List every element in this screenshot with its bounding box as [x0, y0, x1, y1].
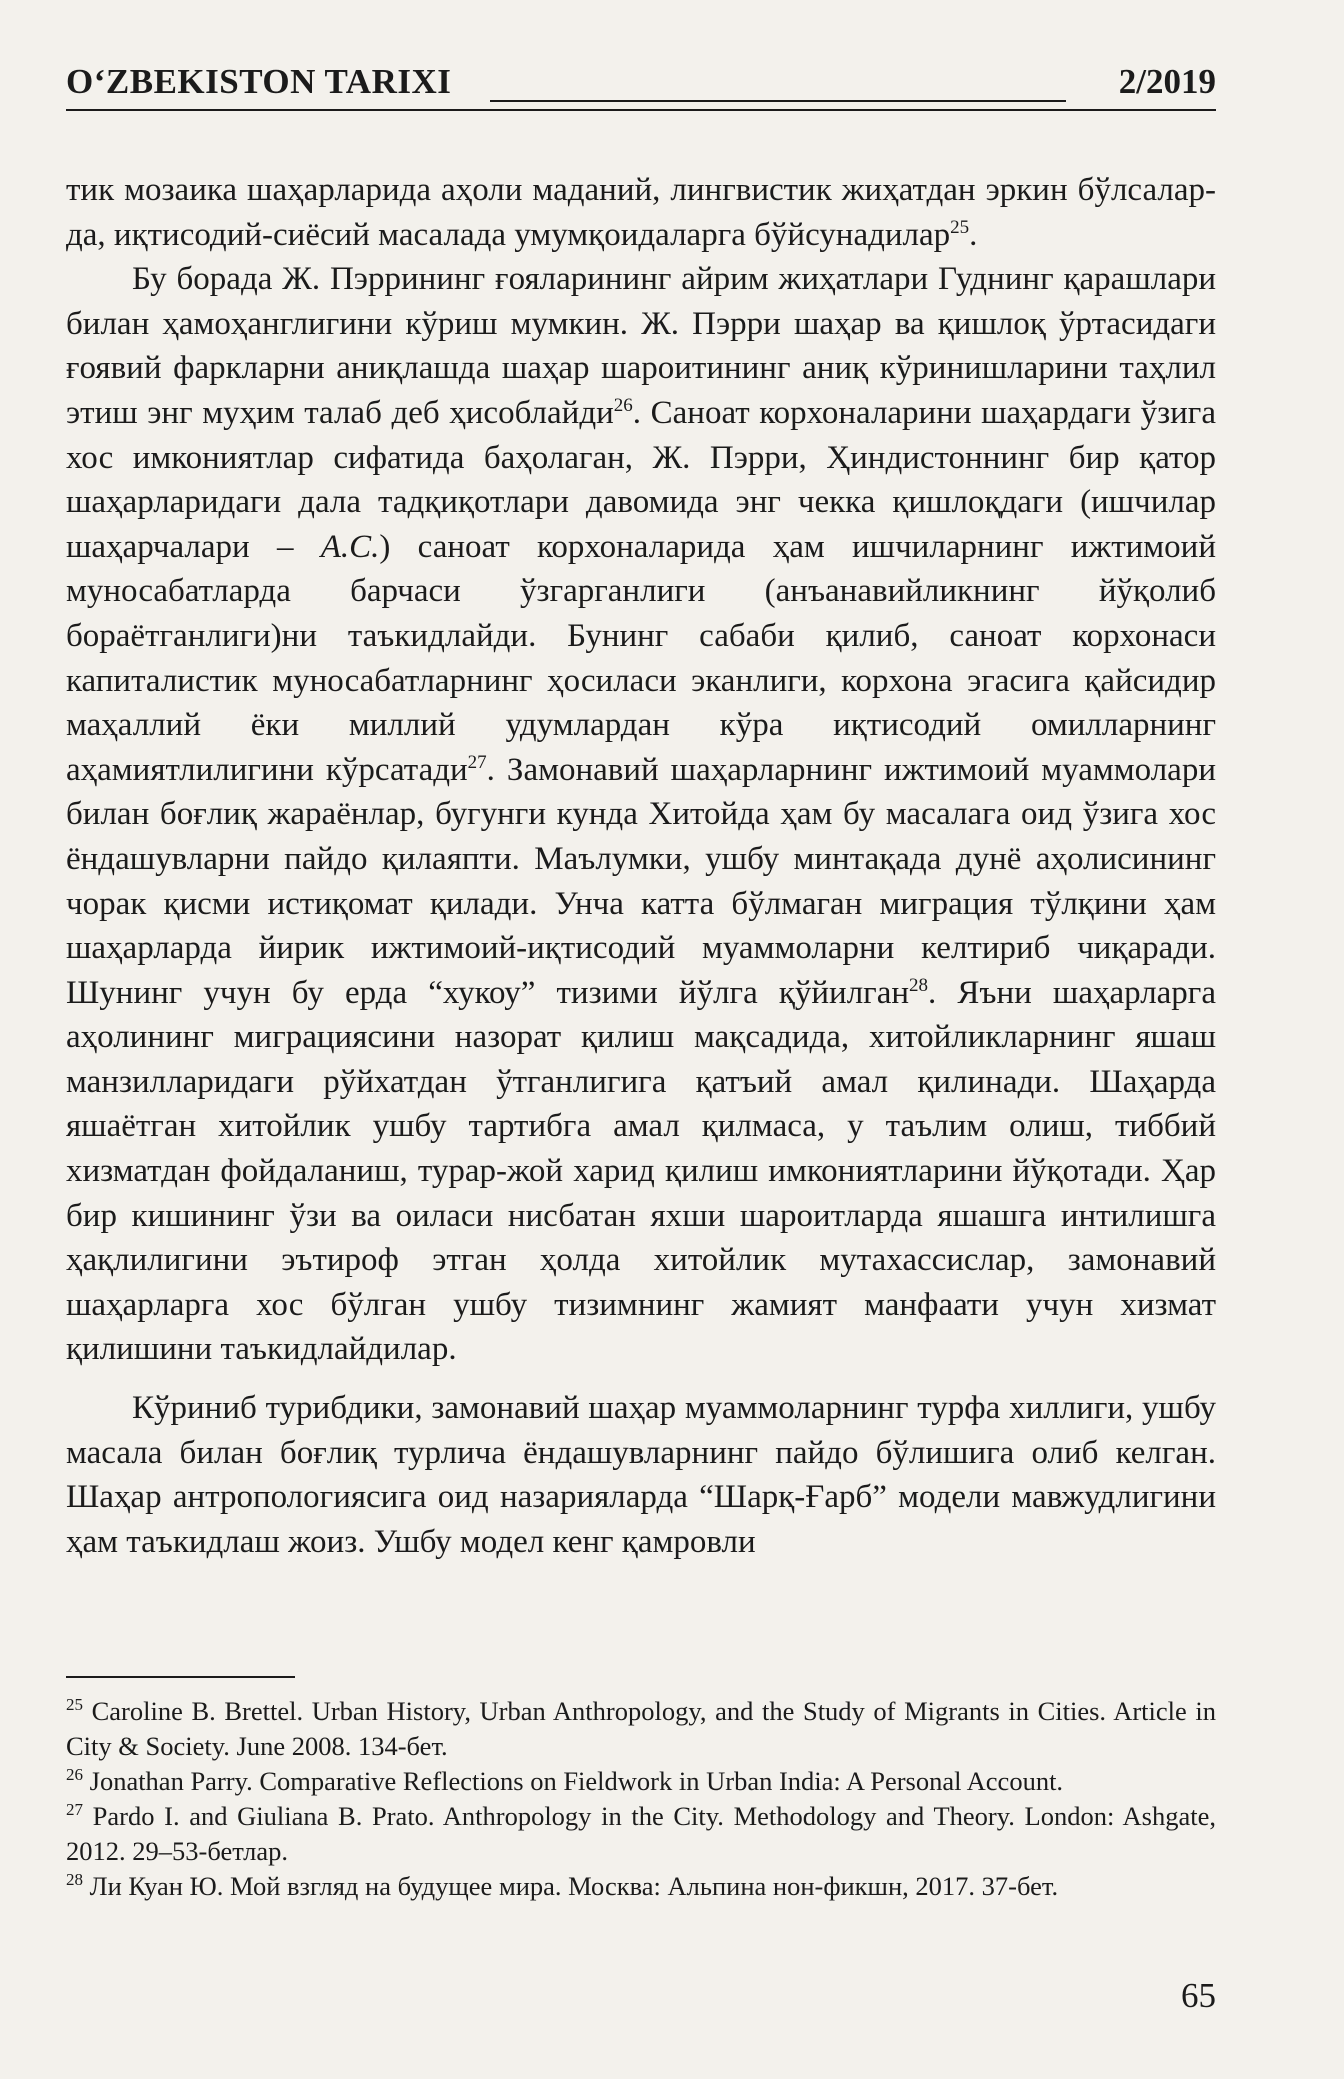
footnote-ref-27[interactable]: 27 — [467, 751, 487, 773]
paragraph-1-text: тик мозаика шаҳарларида аҳоли маданий, лингвистик жиҳатдан эркин бўлсалар-да, иқтисодий-сиёсий масалада умумқоидаларга бўйсунадилар — [66, 172, 1216, 253]
footnote-text: Caroline B. Brettel. Urban History, Urban Anthropology, and the Study of Migrants in Cities. Article in City & Society. June 2008. 134-бет. — [66, 1696, 1216, 1761]
paragraph-3 — [66, 1386, 1216, 1564]
paragraph-1 — [66, 168, 1216, 257]
paragraph-3-text: Кўриниб турибдики, замонавий шаҳар муаммоларнинг турфа хиллиги, ушбу масала билан боғлиқ турлича ёндашувларнинг пайдо бўлишига олиб келган. Шаҳар антропологиясига оид назарияларда “Шарқ-Ғарб” модели мавжудлигини ҳам таъкидлаш жоиз. Ушбу модел кенг қамровли — [66, 1390, 1216, 1560]
footnote-ref-26[interactable]: 26 — [613, 394, 633, 416]
page-number: 65 — [1181, 1976, 1216, 2015]
footnote-number: 26 — [66, 1765, 83, 1784]
footnote-number: 27 — [66, 1800, 83, 1819]
paragraph-2-text-e: . Яъни шаҳарларга аҳолининг миграциясини назорат қилиш мақсадида, хитойликларнинг яшаш манзилларидаги рўйхатдан ўтганлигига қатъий амал қилинади. Шаҳарда яшаётган хитойлик ушбу тартибга амал қилмаса, у таълим олиш, тиббий хизматдан фойдаланиш, турар-жой харид қилиш имкониятларини йўқотади. Ҳар бир кишининг ўзи ва оиласи нисбатан яхши шароитларда яшашга интилишга ҳақлилигини эътироф этган ҳолда хитойлик мутахассислар, замонавий шаҳарларга хос бўлган ушбу тизимнинг жамият манфаати учун хизмат қилишини таъкидлайдилар. — [66, 974, 1216, 1368]
footnote-ref-25[interactable]: 25 — [950, 216, 970, 238]
footnote-text: Ли Куан Ю. Мой взгляд на будущее мира. Москва: Альпина нон-фикшн, 2017. 37-бет. — [89, 1871, 1059, 1901]
footnote-text: Jonathan Parry. Comparative Reflections on Fieldwork in Urban India: A Personal Account. — [89, 1766, 1064, 1796]
footnote-25 — [66, 1694, 1216, 1764]
article-body — [66, 168, 1216, 1564]
issue-number: 2/2019 — [1118, 62, 1216, 101]
footnote-number: 25 — [66, 1695, 83, 1714]
footnote-number: 28 — [66, 1870, 83, 1889]
paragraph-2-text-b: . Саноат корхоналарини шаҳардаги ўзига хос имкониятлар сифатида баҳолаган, Ж. Пэрри, Ҳиндистоннинг бир қатор шаҳарларидаги дала тадқиқотлари давомида энг чекка қишлоқдаги (ишчилар шаҳарчалари – — [66, 394, 1216, 565]
footnote-27 — [66, 1799, 1216, 1869]
footnote-28 — [66, 1869, 1216, 1904]
running-header — [66, 62, 1216, 112]
author-initials: А.С. — [320, 528, 380, 565]
paragraph-2-text-d: . Замонавий шаҳарларнинг ижтимоий муаммолари билан боғлиқ жараёнлар, бугунги кунда Хитойда ҳам бу масалага оид ўзига хос ёндашувларни пайдо қилаяпти. Маълумки, ушбу минтақада дунё аҳолисининг чорак қисми истиқомат қилади. Унча катта бўлмаган миграция тўлқини ҳам шаҳарларда йирик ижтимоий-иқтисодий муаммоларни келтириб чиқаради. Шунинг учун бу ерда “хукоу” тизими йўлга қўйилган — [66, 751, 1216, 1011]
footnotes — [66, 1694, 1216, 1904]
journal-title: O‘ZBEKISTON TARIXI — [66, 62, 452, 101]
paragraph-2-text-a: Бу борада Ж. Пэррининг ғояларининг айрим жиҳатлари Гуднинг қарашлари билан ҳамоҳанглигини кўриш мумкин. Ж. Пэрри шаҳар ва қишлоқ ўртасидаги ғоявий фаркларни аниқлашда шаҳар шароитининг аниқ кўринишларини таҳлил этиш энг муҳим талаб деб ҳисоблайди — [66, 261, 1216, 431]
paragraph-2-text-c: ) саноат корхоналарида ҳам ишчиларнинг ижтимоий муносабатларда барчаси ўзгарганлиги (анъанавийликнинг йўқолиб бораётганлиги)ни таъкидлайди. Бунинг сабаби қилиб, саноат корхонаси капиталистик муносабатларнинг ҳосиласи эканлиги, корхона эгасига қайсидир маҳаллий ёки миллий удумлардан кўра иқтисодий омилларнинг аҳамиятлилигини кўрсатади — [66, 528, 1216, 788]
header-divider — [66, 109, 1216, 111]
footnote-text: Pardo I. and Giuliana B. Prato. Anthropology in the City. Methodology and Theory. London: Ashgate, 2012. 29–53-бетлар. — [66, 1801, 1216, 1866]
paragraph-1-end: . — [969, 216, 978, 253]
footnote-ref-28[interactable]: 28 — [909, 974, 929, 996]
footnote-26 — [66, 1764, 1216, 1799]
paragraph-2 — [66, 257, 1216, 1372]
footnote-separator — [66, 1676, 295, 1678]
header-rule — [490, 100, 1066, 102]
